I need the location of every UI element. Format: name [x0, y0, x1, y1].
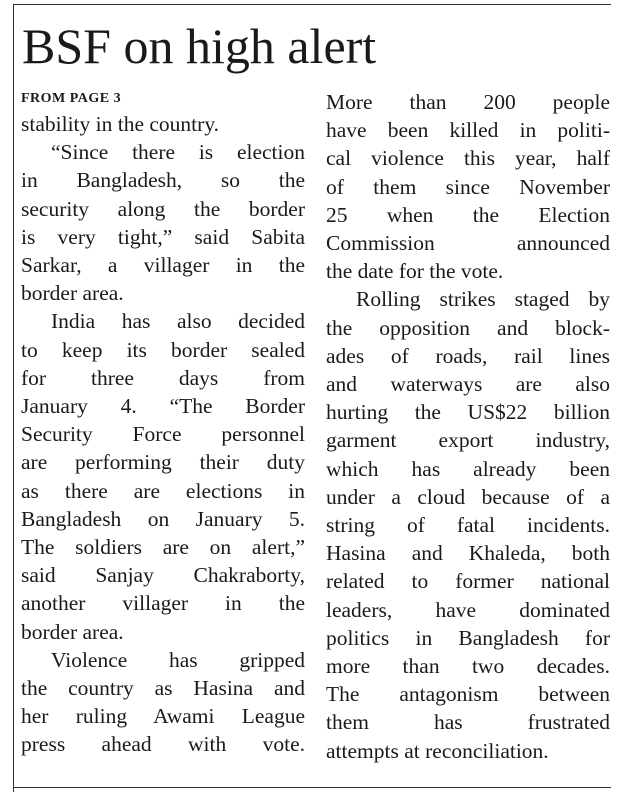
text-line: leaders, have dominated: [326, 597, 610, 622]
text-line: is very tight,” said Sabita: [21, 224, 305, 249]
text-line: the opposition and block-: [326, 315, 610, 340]
text-line: More than 200 people: [326, 90, 610, 114]
text-line: 25 when the Election: [326, 202, 610, 227]
text-line: and waterways are also: [326, 372, 610, 397]
text-line: another villager in the: [21, 591, 305, 616]
text-line: as there are elections in: [21, 478, 305, 503]
text-line: Security Force personnel: [21, 422, 305, 447]
text-line: for three days from: [21, 365, 305, 390]
text-line: politics in Bangladesh for: [326, 625, 610, 650]
text-line: security along the border: [21, 196, 305, 221]
text-line: Bangladesh on January 5.: [21, 506, 305, 531]
text-line: border area.: [21, 281, 124, 306]
text-line: stability in the country.: [21, 112, 220, 136]
text-line: more than two decades.: [326, 654, 610, 679]
text-line: which has already been: [326, 456, 610, 481]
text-line: her ruling Awami League: [21, 704, 305, 729]
dateline: FROM PAGE 3: [21, 91, 122, 106]
left-border: [13, 4, 14, 792]
text-line: Hasina and Khaleda, both: [326, 541, 610, 566]
text-line: India has also decided: [51, 309, 305, 334]
text-line: the date for the vote.: [326, 259, 504, 284]
text-line: under a cloud because of a: [326, 484, 610, 509]
text-line: border area.: [21, 619, 124, 644]
text-line: attempts at reconciliation.: [326, 738, 549, 763]
text-line: January 4. “The Border: [21, 394, 305, 419]
text-line: Rolling strikes staged by: [356, 287, 610, 312]
top-border: [13, 4, 611, 5]
text-line: Violence has gripped: [51, 647, 305, 672]
text-line: related to former national: [326, 569, 610, 594]
text-line: to keep its border sealed: [21, 337, 305, 362]
text-line: cal violence this year, half: [326, 146, 610, 171]
text-line: are performing their duty: [21, 450, 305, 475]
text-line: string of fatal incidents.: [326, 513, 610, 538]
text-line: hurting the US$22 billion: [326, 400, 610, 425]
text-line: ades of roads, rail lines: [326, 343, 610, 368]
text-line: of them since November: [326, 174, 610, 199]
text-line: garment export industry,: [326, 428, 610, 453]
text-line: said Sanjay Chakraborty,: [21, 563, 305, 588]
text-line: The soldiers are on alert,”: [21, 535, 305, 560]
text-line: in Bangladesh, so the: [21, 168, 305, 193]
text-line: “Since there is election: [51, 140, 305, 165]
text-line: Sarkar, a villager in the: [21, 253, 305, 278]
left-column: [21, 90, 305, 759]
bottom-border: [13, 787, 611, 788]
text-line: Commission announced: [326, 231, 610, 256]
right-column: [326, 88, 610, 765]
text-line: have been killed in politi-: [326, 118, 610, 143]
text-line: them has frustrated: [326, 710, 610, 735]
text-line: The antagonism between: [326, 682, 610, 707]
headline: BSF on high alert: [22, 18, 377, 74]
text-line: press ahead with vote.: [21, 732, 305, 757]
text-line: the country as Hasina and: [21, 676, 305, 701]
